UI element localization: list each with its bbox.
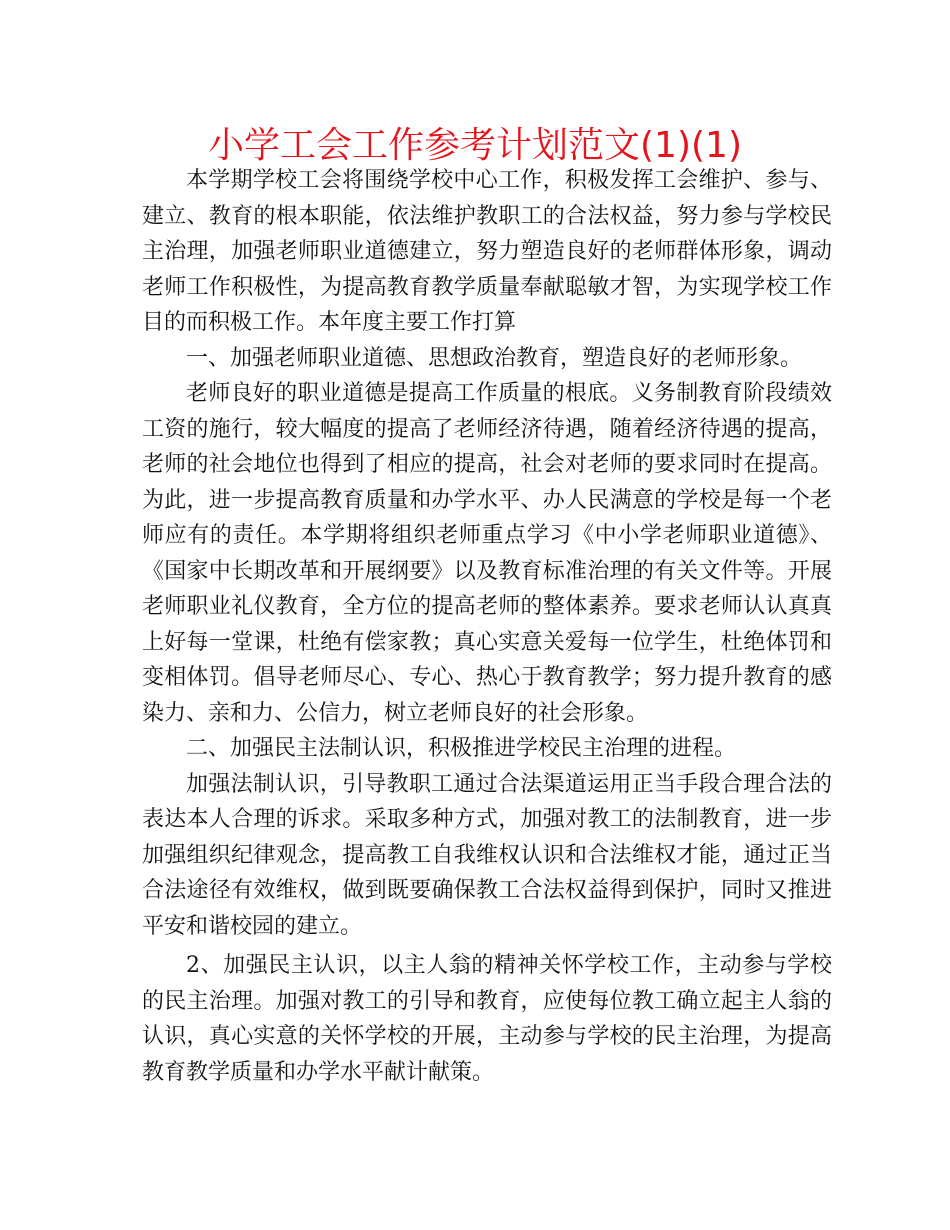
paragraph-legal: 加强法制认识，引导教职工通过合法渠道运用正当手段合理合法的表达本人合理的诉求。采取多种方式，加强对教工的法制教育，进一步加强组织纪律观念，提高教工自我维权认识和合法维权才能，通过正当合法途径有效维权，做到既要确保教工合法权益得到保护，同时又推进平安和谐校园的建立。 [142, 771, 832, 939]
document-title: 小学工会工作参考计划范文(1)(1) [208, 125, 742, 166]
document-body [142, 163, 832, 1090]
section-heading-2: 二、加强民主法制认识，积极推进学校民主治理的进程。 [186, 736, 737, 761]
paragraph-intro: 本学期学校工会将围绕学校中心工作，积极发挥工会维护、参与、建立、教育的根本职能，依法维护教职工的合法权益，努力参与学校民主治理，加强老师职业道德建立，努力塑造良好的老师群体形象，调动老师工作积极性，为提高教育教学质量奉献聪敏才智，为实现学校工作目的而积极工作。本年度主要工作打算 [142, 168, 832, 335]
paragraph-ethics: 老师良好的职业道德是提高工作质量的根底。义务制教育阶段绩效工资的施行，较大幅度的提高了老师经济待遇，随着经济待遇的提高，老师的社会地位也得到了相应的提高，社会对老师的要求同时在提高。为此，进一步提高教育质量和办学水平、办人民满意的学校是每一个老师应有的责任。本学期将组织老师重点学习《中小学老师职业道德》、《国家中长期改革和开展纲要》以及教育标准治理的有关文件等。开展老师职业礼仪教育，全方位的提高老师的整体素养。要求老师认认真真上好每一堂课，杜绝有偿家教；真心实意关爱每一位学生，杜绝体罚和变相体罚。倡导老师尽心、专心、热心于教育教学；努力提升教育的感染力、亲和力、公信力，树立老师良好的社会形象。 [142, 381, 832, 726]
section-heading-1: 一、加强老师职业道德、思想政治教育，塑造良好的老师形象。 [186, 345, 803, 371]
paragraph-democracy: 2、加强民主认识，以主人翁的精神关怀学校工作，主动参与学校的民主治理。加强对教工的引导和教育，应使每位教工确立起主人翁的认识，真心实意的关怀学校的开展，主动参与学校的民主治理，为提高教育教学质量和办学水平献计献策。 [142, 953, 832, 1085]
